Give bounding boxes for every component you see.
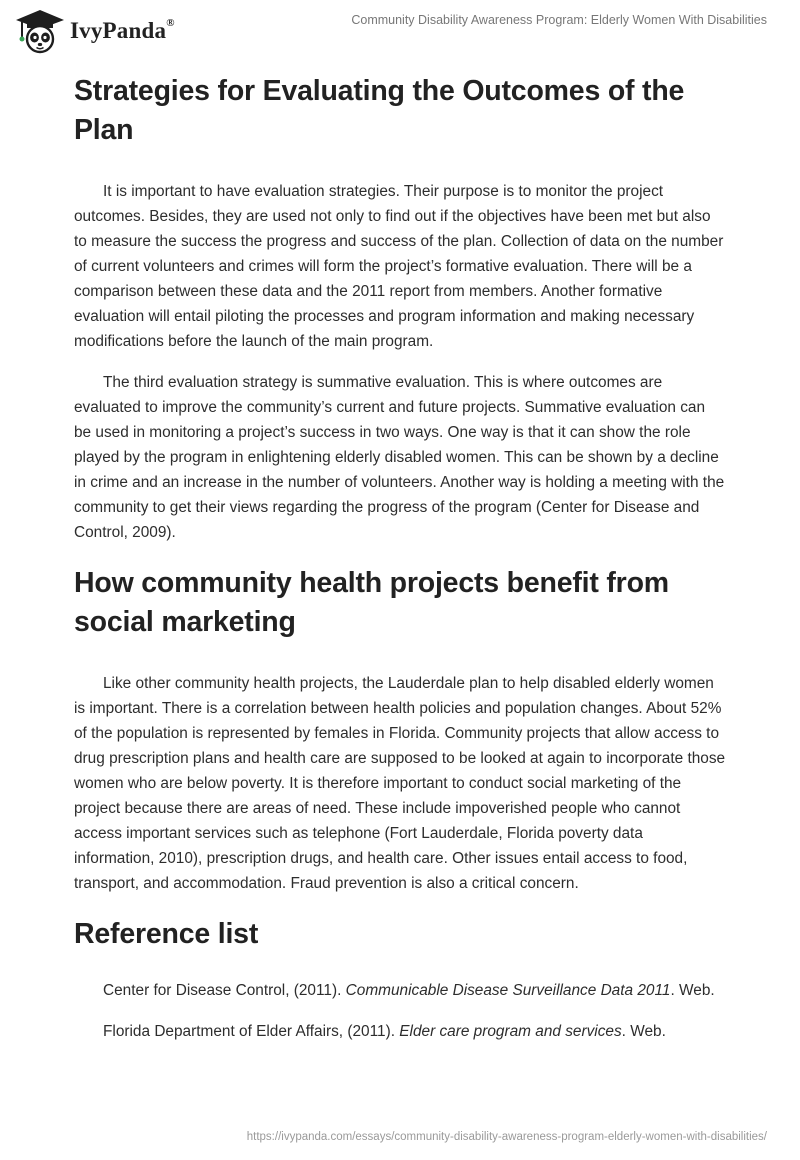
paragraph: It is important to have evaluation strategies. Their purpose is to monitor the project outcomes. Besides, they are used not only to find out if the objectives have been met but also to measure the success the progress and success of the plan. Collection of data on the number of current volunteers and crimes will form the project’s formative evaluation. There will be a comparison between these data and the 2011 report from members. Another formative evaluation will entail piloting the processes and program information and making necessary modifications before the launch of the main program.: [74, 183, 724, 350]
section-heading-social-marketing: How community health projects benefit from social marketing: [74, 567, 669, 638]
reference-item: Center for Disease Control, (2011). Communicable Disease Surveillance Data 2011. Web.: [103, 982, 715, 999]
paragraph: The third evaluation strategy is summative evaluation. This is where outcomes are evaluated to improve the community’s current and future projects. Summative evaluation can be used in monitoring a project’s success in two ways. One way is that it can show the role played by the program in enlightening elderly disabled women. This can be shown by a decline in crime and an increase in the number of volunteers. Another way is holding a meeting with the community to get their views regarding the progress of the program (Center for Disease and Control, 2009).: [74, 374, 725, 541]
references-heading: Reference list: [74, 918, 259, 950]
section-heading-evaluation: Strategies for Evaluating the Outcomes of the Plan: [74, 75, 685, 146]
brand-name: IvyPanda®: [70, 17, 175, 43]
essay-body: [74, 70, 726, 1044]
brand-logo[interactable]: [14, 8, 175, 54]
source-url-link[interactable]: https://ivypanda.com/essays/community-disability-awareness-program-elderly-women-with-disabilities/: [246, 1131, 767, 1143]
reference-item: Florida Department of Elder Affairs, (2011). Elder care program and services. Web.: [103, 1023, 666, 1040]
panda-graduate-icon: [14, 8, 66, 54]
document-title: Community Disability Awareness Program: Elderly Women With Disabilities: [351, 13, 767, 27]
paragraph: Like other community health projects, the Lauderdale plan to help disabled elderly women is important. There is a correlation between health policies and population changes. About 52% of the population is represented by females in Florida. Community projects that allow access to drug prescription plans and health care are supposed to be looked at again to incorporate those women who are below poverty. It is therefore important to conduct social marketing of the project because there are areas of need. These include impoverished people who cannot access important services such as telephone (Fort Lauderdale, Florida poverty data information, 2010), prescription drugs, and health care. Other issues entail access to food, transport, and accommodation. Fraud prevention is also a critical concern.: [74, 675, 726, 892]
page-header: [0, 0, 800, 60]
